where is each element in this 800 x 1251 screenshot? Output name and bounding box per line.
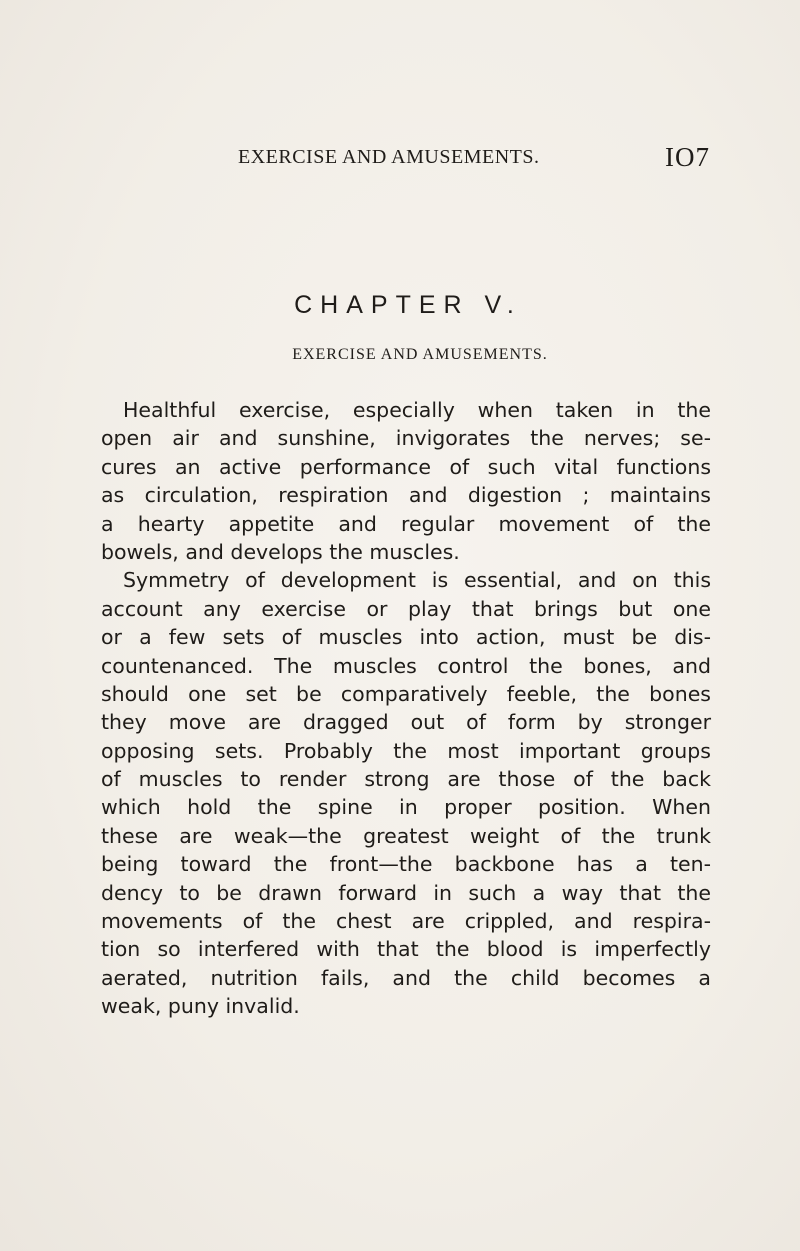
chapter-heading: CHAPTER V. bbox=[294, 291, 522, 319]
text-line: as circulation, respiration and digestion ; maintains bbox=[101, 483, 711, 508]
text-line: open air and sunshine, invigorates the nerves; se- bbox=[101, 426, 711, 451]
text-line: being toward the front—the backbone has a ten- bbox=[101, 852, 711, 877]
text-line: Symmetry of development is essential, and on this bbox=[123, 568, 711, 593]
chapter-subtitle: EXERCISE AND AMUSEMENTS. bbox=[292, 346, 548, 363]
text-line: aerated, nutrition fails, and the child becomes a bbox=[101, 965, 711, 990]
text-line: or a few sets of muscles into action, must be dis- bbox=[101, 625, 711, 650]
body-text bbox=[101, 396, 711, 1021]
text-line: countenanced. The muscles control the bones, and bbox=[101, 653, 711, 678]
text-line: dency to be drawn forward in such a way that the bbox=[101, 880, 711, 905]
text-line: account any exercise or play that brings but one bbox=[101, 596, 711, 621]
text-line: Healthful exercise, especially when taken in the bbox=[123, 398, 711, 422]
text-line: which hold the spine in proper position. When bbox=[101, 795, 711, 820]
text-line: movements of the chest are crippled, and respira- bbox=[101, 909, 711, 934]
text-line: bowels, and develops the muscles. bbox=[101, 539, 460, 564]
text-line: of muscles to render strong are those of the back bbox=[101, 767, 711, 792]
running-head bbox=[100, 143, 710, 175]
text-line: opposing sets. Probably the most important groups bbox=[101, 738, 711, 763]
text-line: cures an active performance of such vital functions bbox=[101, 454, 711, 479]
text-line: they move are dragged out of form by stronger bbox=[101, 710, 711, 735]
text-line: weak, puny invalid. bbox=[101, 994, 300, 1019]
text-line: a hearty appetite and regular movement of the bbox=[101, 511, 711, 536]
text-line: these are weak—the greatest weight of the trunk bbox=[101, 823, 711, 848]
page-number: IO7 bbox=[665, 142, 710, 172]
text-line: should one set be comparatively feeble, the bones bbox=[101, 681, 711, 706]
text-line: tion so interfered with that the blood is imperfectly bbox=[101, 937, 711, 962]
running-head-title: EXERCISE AND AMUSEMENTS. bbox=[238, 146, 540, 168]
